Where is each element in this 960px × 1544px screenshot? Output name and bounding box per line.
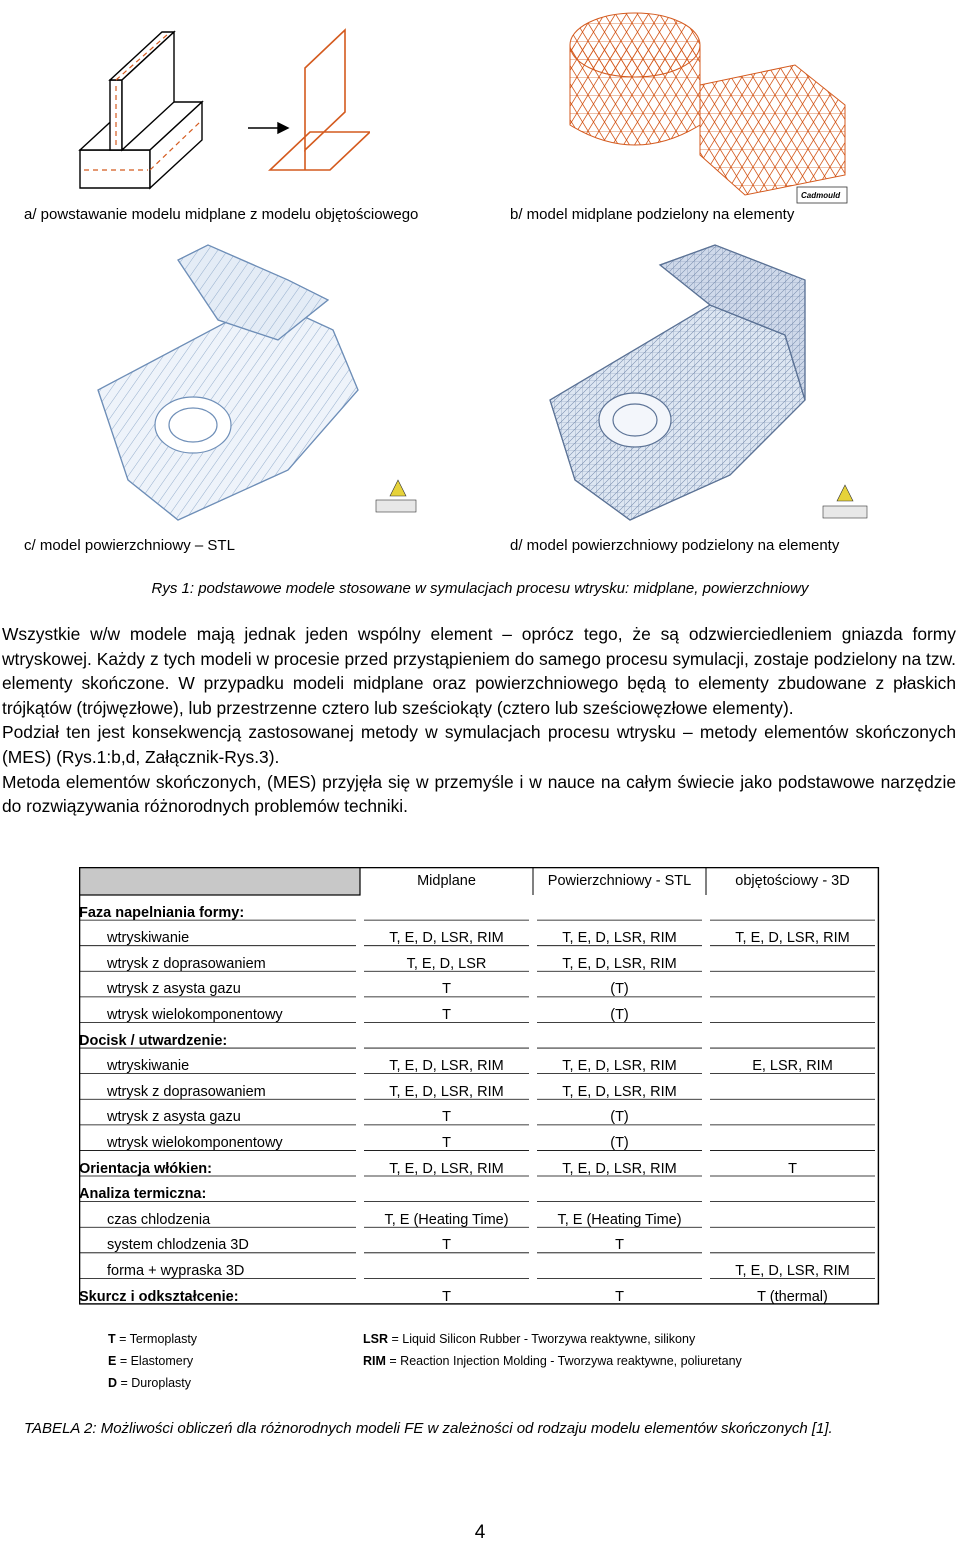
table-cell: T, E, D, LSR xyxy=(406,955,487,972)
table-row-label: wtrysk wielokomponentowy xyxy=(107,1134,283,1151)
table-cell: T xyxy=(442,1134,451,1151)
table-header-cell: Midplane xyxy=(417,873,476,889)
header-shade xyxy=(79,867,360,895)
table-cell: T xyxy=(442,1288,451,1305)
table-cell: T, E, D, LSR, RIM xyxy=(562,1083,677,1100)
caption-c: c/ model powierzchniowy – STL xyxy=(24,537,235,554)
svg-text:Cadmould: Cadmould xyxy=(801,191,841,200)
volume-t-profile xyxy=(80,32,202,188)
table-row-label: wtrysk z doprasowaniem xyxy=(107,955,266,972)
table-cell: T xyxy=(615,1237,624,1254)
table-cell: T, E (Heating Time) xyxy=(384,1211,509,1228)
table-row-label: wtrysk z asysta gazu xyxy=(107,981,241,998)
figure-d-surface-mesh xyxy=(540,240,880,530)
legend-key: T xyxy=(108,1332,116,1346)
figure-b-midplane-mesh xyxy=(555,5,855,205)
legend-text: = Duroplasty xyxy=(117,1376,192,1390)
table-cell: (T) xyxy=(610,1109,629,1126)
legend-item xyxy=(108,1372,197,1394)
table-row-label: wtrysk z doprasowaniem xyxy=(107,1083,266,1100)
table-border xyxy=(80,868,879,1304)
arrow-icon xyxy=(248,123,288,133)
legend-text: = Reaction Injection Molding - Tworzywa reaktywne, poliuretany xyxy=(385,1354,742,1368)
table-section-label: Docisk / utwardzenie: xyxy=(79,1032,228,1049)
page-number: 4 xyxy=(474,1522,486,1543)
table-row-label: wtryskiwanie xyxy=(107,1058,190,1075)
table-cell: T, E, D, LSR, RIM xyxy=(389,1083,504,1100)
table-header-cell: objętościowy - 3D xyxy=(735,873,850,889)
legend-text: = Termoplasty xyxy=(115,1332,198,1346)
table-cell: T, E, D, LSR, RIM xyxy=(389,1160,504,1177)
table-cell: (T) xyxy=(610,1006,629,1023)
table-cell: T xyxy=(442,981,451,998)
legend-item xyxy=(108,1328,197,1350)
table-header-cell: Powierzchniowy - STL xyxy=(547,873,692,889)
table-cell: T, E, D, LSR, RIM xyxy=(562,930,677,947)
midplane-model xyxy=(270,30,370,170)
table-cell: T, E, D, LSR, RIM xyxy=(389,930,504,947)
cadmould-logo-d xyxy=(823,485,867,518)
table-row-label: czas chlodzenia xyxy=(107,1211,211,1228)
legend-key: LSR xyxy=(363,1332,388,1346)
caption-a: a/ powstawanie modelu midplane z modelu objętościowego xyxy=(24,206,419,223)
table-section-label: Analiza termiczna: xyxy=(79,1186,207,1203)
figure-c-stl-surface xyxy=(88,240,418,530)
legend-key: E xyxy=(108,1354,117,1368)
table-section-label: Orientacja włókien: xyxy=(79,1160,212,1177)
table-cell: T, E, D, LSR, RIM xyxy=(562,955,677,972)
legend-item xyxy=(363,1328,742,1350)
figure-a-midplane-transition xyxy=(70,10,370,190)
paragraph-3: Metoda elementów skończonych, (MES) przyjęła się w przemyśle i w nauce na całym świecie jako podstawowe narzędzie do rozwiązywania różnorodnych problemów techniki. xyxy=(2,771,956,817)
legend-left xyxy=(108,1328,197,1394)
paragraph-1: Wszystkie w/w modele mają jednak jeden wspólny element – oprócz tego, że są odzwierciedleniem gniazda formy wtryskowej. Każdy z tych modeli w procesie przed przystąpieniem do samego procesu symulacji, zostaje podzielony na tzw. elementy skończone. W przypadku modeli midplane oraz powierzchniowego będą to elementy zbudowane z płaskich trójkątów (trójwęzłowe), lub przestrzenne cztero lub sześciokąty (cztero lub sześciowęzłowe elementy). xyxy=(2,624,956,718)
table-cell: T xyxy=(442,1237,451,1254)
table-caption: TABELA 2: Możliwości obliczeń dla różnorodnych modeli FE w zależności od rodzaju modelu elementów skończonych [1]. xyxy=(24,1420,833,1437)
midplane-mesh-body xyxy=(570,13,845,195)
figure-caption: Rys 1: podstawowe modele stosowane w symulacjach procesu wtrysku: midplane, powierzchniowy xyxy=(151,580,809,597)
table-cell: T, E, D, LSR, RIM xyxy=(389,1058,504,1075)
table-cell: (T) xyxy=(610,1134,629,1151)
table-section-label: Faza napelniania formy: xyxy=(79,904,245,921)
legend-key: RIM xyxy=(363,1354,386,1368)
table-cell: T, E, D, LSR, RIM xyxy=(735,1262,850,1279)
legend-text: = Liquid Silicon Rubber - Tworzywa reaktywne, silikony xyxy=(388,1332,696,1346)
table-row-label: wtrysk wielokomponentowy xyxy=(107,1006,283,1023)
table-row-label: wtrysk z asysta gazu xyxy=(107,1109,241,1126)
table-row-label: system chlodzenia 3D xyxy=(107,1237,249,1254)
table-cell: T xyxy=(442,1109,451,1126)
legend-key: D xyxy=(108,1376,118,1390)
stl-part xyxy=(98,245,358,520)
legend-right xyxy=(363,1328,742,1372)
table-grid xyxy=(79,867,881,1307)
cadmould-logo xyxy=(797,187,847,203)
paragraph-2: Podział ten jest konsekwencją zastosowanej metody w symulacjach procesu wtrysku – metody elementów skończonych (MES) (Rys.1:b,d, Załącznik-Rys.3). xyxy=(2,722,956,767)
legend-item xyxy=(108,1350,197,1372)
body-text xyxy=(2,622,956,819)
table-cell: T, E (Heating Time) xyxy=(557,1211,682,1228)
table-row-label: forma + wypraska 3D xyxy=(107,1262,245,1279)
table-cell: T xyxy=(788,1160,797,1177)
table-cell: T, E, D, LSR, RIM xyxy=(562,1160,677,1177)
cadmould-logo-c xyxy=(376,480,416,512)
table-row-label: wtryskiwanie xyxy=(107,930,190,947)
caption-d: d/ model powierzchniowy podzielony na elementy xyxy=(510,537,840,554)
table-cell: (T) xyxy=(610,981,629,998)
table-cell: T, E, D, LSR, RIM xyxy=(735,930,850,947)
table-cell: T xyxy=(442,1006,451,1023)
legend-text: = Elastomery xyxy=(116,1354,194,1368)
legend-item xyxy=(363,1350,742,1372)
surface-mesh-part xyxy=(550,245,805,520)
caption-b: b/ model midplane podzielony na elementy xyxy=(510,206,795,223)
table-cell: T xyxy=(615,1288,624,1305)
table-cell: T (thermal) xyxy=(757,1288,828,1305)
table-cell: T, E, D, LSR, RIM xyxy=(562,1058,677,1075)
table-cell: E, LSR, RIM xyxy=(752,1058,833,1075)
table-section-label: Skurcz i odkształcenie: xyxy=(79,1288,239,1305)
